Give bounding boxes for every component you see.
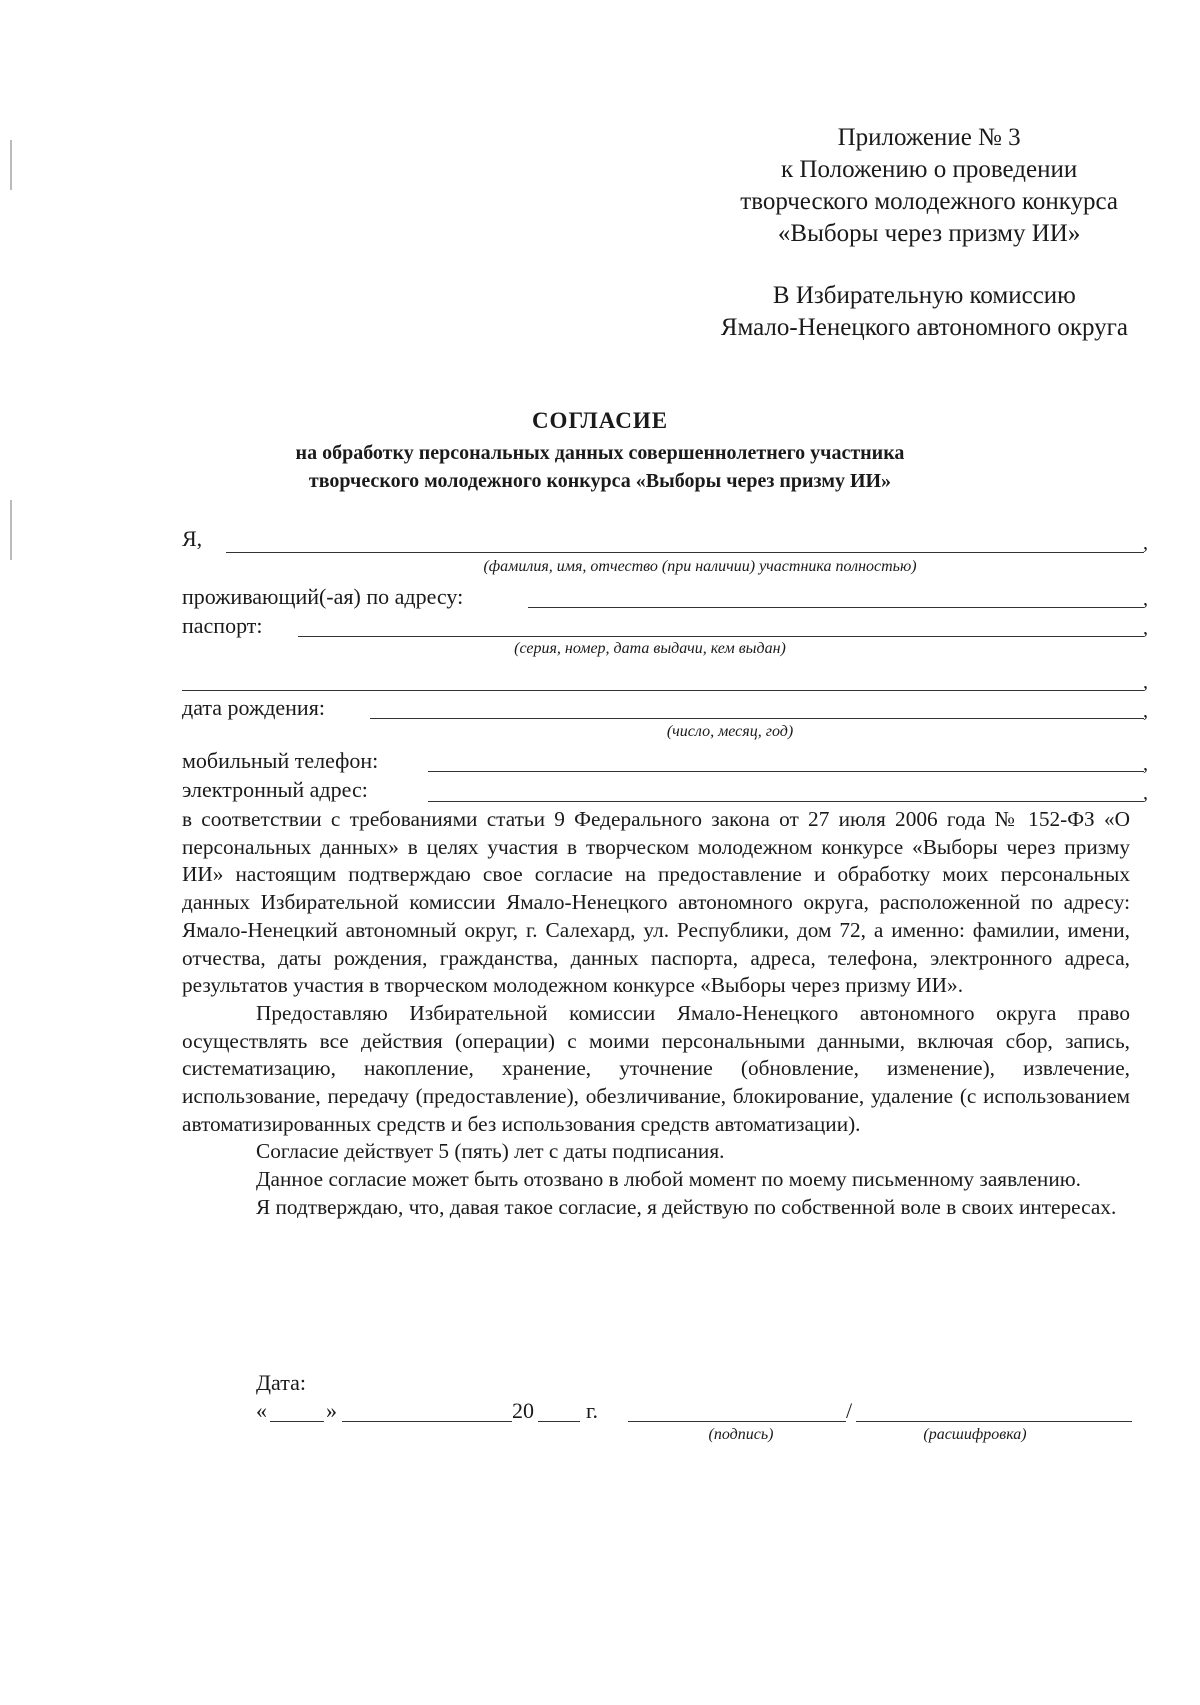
comma: ,: [1143, 588, 1148, 610]
addressee-line: В Избирательную комиссию: [772, 282, 1076, 309]
consent-paragraph: Я подтверждаю, что, давая такое согласие, я действую по собственной воле в своих интересах.: [256, 1194, 1117, 1219]
year-suffix: г.: [586, 1398, 599, 1423]
comma: ,: [1143, 617, 1148, 639]
appendix-line: творческого молодежного конкурса: [740, 188, 1118, 215]
address-label: проживающий(-ая) по адресу:: [182, 584, 464, 609]
scan-artifact: [10, 500, 12, 560]
addressee-block: [721, 280, 1128, 344]
birth-date-field[interactable]: [370, 718, 1144, 719]
decoding-field[interactable]: [856, 1421, 1132, 1422]
email-label: электронный адрес:: [182, 777, 368, 802]
scan-artifact: [10, 140, 12, 190]
comma: ,: [1143, 753, 1148, 775]
quote-open: «: [256, 1398, 267, 1423]
appendix-block: [740, 122, 1118, 250]
consent-body: [182, 806, 1130, 1222]
appendix-line: Приложение № 3: [837, 124, 1021, 151]
email-field[interactable]: [428, 801, 1144, 802]
passport-field[interactable]: [298, 636, 1144, 637]
addressee-line: Ямало-Ненецкого автономного округа: [720, 314, 1128, 341]
consent-paragraph: Предоставляю Избирательной комиссии Ямало-Ненецкого автономного округа право осуществлять все действия (операции) с моими персональными данными, включая сбор, запись, систематизацию, накопление, хранение, уточнение (обновление, изменение), извлечение, использование, передачу (предоставление), обезличивание, блокирование, удаление (с использованием автоматизированных средств и без использования средств автоматизации).: [182, 1000, 1130, 1136]
passport-field-continued[interactable]: [182, 690, 1144, 691]
consent-paragraph: Согласие действует 5 (пять) лет с даты подписания.: [256, 1139, 725, 1164]
year-prefix: 20: [512, 1398, 534, 1423]
consent-paragraph: Данное согласие может быть отозвано в любой момент по моему письменному заявлению.: [256, 1167, 1081, 1192]
passport-label: паспорт:: [182, 613, 263, 638]
comma: ,: [1143, 532, 1148, 554]
month-field[interactable]: [342, 1421, 512, 1422]
appendix-line: к Положению о проведении: [781, 156, 1078, 183]
document-subtitle-1: на обработку персональных данных совершеннолетнего участника: [295, 442, 905, 464]
i-label: Я,: [182, 526, 203, 551]
phone-field[interactable]: [428, 771, 1144, 772]
birth-date-label: дата рождения:: [182, 695, 325, 720]
consent-paragraph: в соответствии с требованиями статьи 9 Федерального закона от 27 июля 2006 года № 152-ФЗ «О персональных данных» в целях участия в творческом молодежном конкурсе «Выборы через призму ИИ» настоящим подтверждаю свое согласие на предоставление и обработку моих персональных данных Избирательной комиссии Ямало-Ненецкого автономного округа, расположенной по адресу: Ямало-Ненецкий автономный округ, г. Салехард, ул. Республики, дом 72, а именно: фамилии, имени, отчества, даты рождения, гражданства, данных паспорта, адреса, телефона, электронного адреса, результатов участия в творческом молодежном конкурсе «Выборы через призму ИИ».: [182, 807, 1130, 998]
document-title: СОГЛАСИЕ: [531, 408, 669, 433]
name-field[interactable]: [226, 552, 1144, 553]
phone-label: мобильный телефон:: [182, 748, 379, 773]
comma: ,: [1143, 671, 1148, 693]
comma: ,: [1143, 782, 1148, 804]
birth-date-hint: (число, месяц, год): [666, 723, 794, 740]
slash: /: [846, 1398, 853, 1423]
address-field[interactable]: [528, 607, 1144, 608]
passport-hint: (серия, номер, дата выдачи, кем выдан): [514, 640, 786, 657]
date-label: Дата:: [256, 1370, 306, 1395]
quote-close: »: [326, 1398, 337, 1423]
appendix-line: «Выборы через призму ИИ»: [777, 220, 1081, 247]
year-field[interactable]: [538, 1421, 580, 1422]
decoding-hint: (расшифровка): [923, 1426, 1027, 1443]
comma: ,: [1143, 700, 1148, 722]
signature-field[interactable]: [628, 1421, 846, 1422]
signature-hint: (подпись): [708, 1426, 774, 1443]
document-subtitle-2: творческого молодежного конкурса «Выборы через призму ИИ»: [308, 470, 892, 492]
name-hint: (фамилия, имя, отчество (при наличии) участника полностью): [483, 558, 917, 575]
day-field[interactable]: [270, 1421, 324, 1422]
